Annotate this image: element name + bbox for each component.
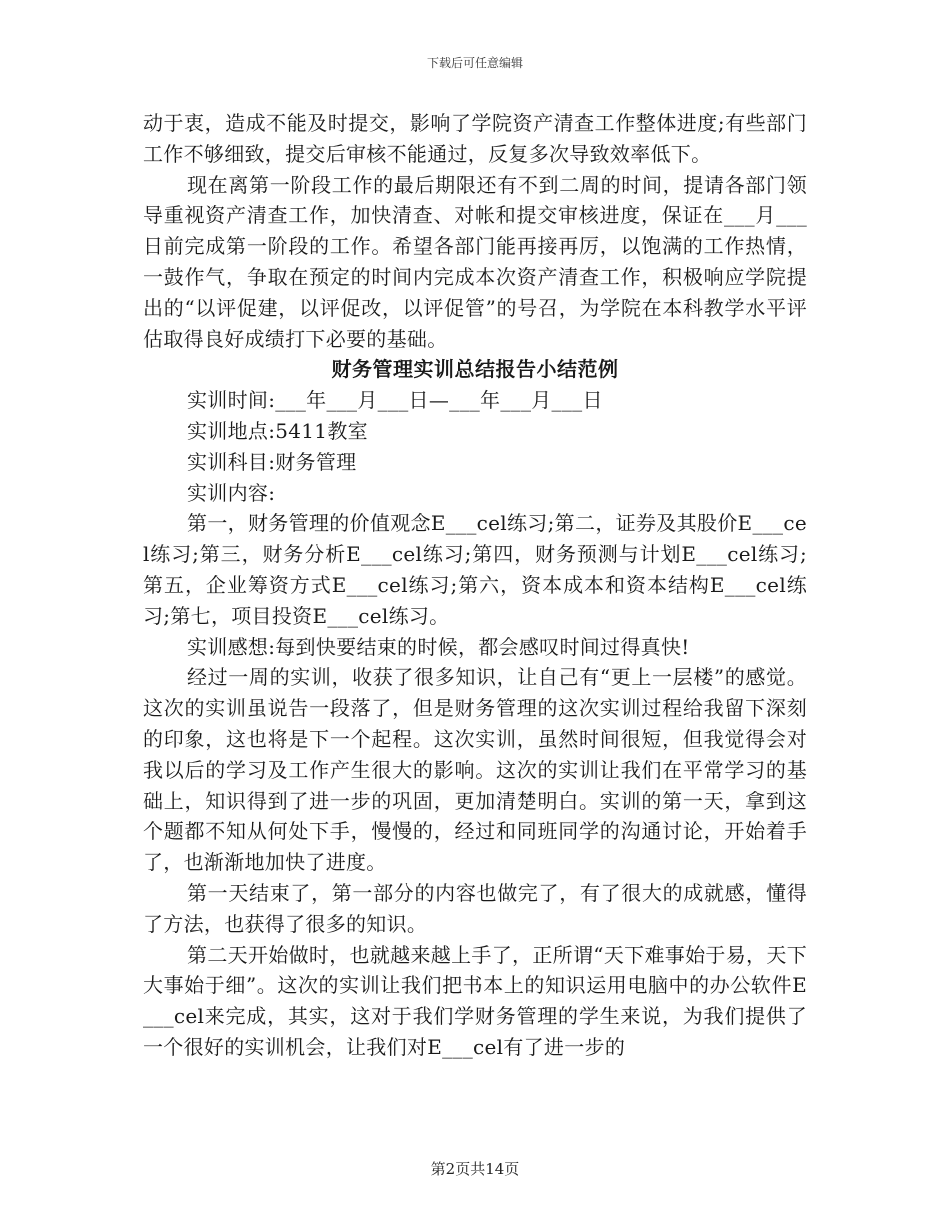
paragraph-day-two: 第二天开始做时，也就越来越上手了，正所谓“天下难事始于易，天下大事始于细”。这次的实训让我们把书本上的知识运用电脑中的办公软件E___cel来完成，其实，这对于我们学财务管理的学生来说，为我们提供了一个很好的实训机会，让我们对E___cel有了进一步的 [143,942,807,1059]
paragraph-deadline-notice: 现在离第一阶段工作的最后期限还有不到二周的时间，提请各部门领导重视资产清查工作，加快清查、对帐和提交审核进度，保证在___月___日前完成第一阶段的工作。希望各部门能再接再厉，以饱满的工作热情，一鼓作气，争取在预定的时间内完成本次资产清查工作，积极响应学院提出的“以评促建，以评促改，以评促管”的号召，为学院在本科教学水平评估取得良好成绩打下必要的基础。 [143,172,807,351]
info-line-subject: 实训科目:财务管理 [187,449,357,474]
document-body [143,108,807,1063]
paragraph-day-one: 第一天结束了，第一部分的内容也做完了，有了很大的成就感，懂得了方法，也获得了很多的知识。 [143,880,807,936]
paragraph-training-content: 第一，财务管理的价值观念E___cel练习;第二，证券及其股价E___cel练习;第三，财务分析E___cel练习;第四，财务预测与计划E___cel练习;第五，企业筹资方式E___cel练习;第六，资本成本和资本结构E___cel练习;第七，项目投资E___cel练习。 [143,511,807,628]
paragraph-week-summary: 经过一周的实训，收获了很多知识，让自己有“更上一层楼”的感觉。这次的实训虽说告一段落了，但是财务管理的这次实训过程给我留下深刻的印象，这也将是下一个起程。这次实训，虽然时间很短，但我觉得会对我以后的学习及工作产生很大的影响。这次的实训让我们在平常学习的基础上，知识得到了进一步的巩固，更加清楚明白。实训的第一天，拿到这个题都不知从何处下手，慢慢的，经过和同班同学的沟通讨论，开始着手了，也渐渐地加快了进度。 [143,665,807,875]
section-title: 财务管理实训总结报告小结范例 [331,357,619,382]
paragraph-continued: 动于衷，造成不能及时提交，影响了学院资产清查工作整体进度;有些部门工作不够细致，提交后审核不能通过，反复多次导致效率低下。 [143,111,807,166]
info-line-time: 实训时间:___年___月___日—___年___月___日 [187,388,603,413]
header-note: 下载后可任意编辑 [426,56,523,70]
page-footer: 第2页共14页 [430,1160,520,1178]
paragraph-training-feelings: 实训感想:每到快要结束的时候，都会感叹时间过得真快! [187,634,690,659]
info-line-location: 实训地点:5411教室 [187,418,368,443]
info-line-content: 实训内容: [187,480,276,505]
